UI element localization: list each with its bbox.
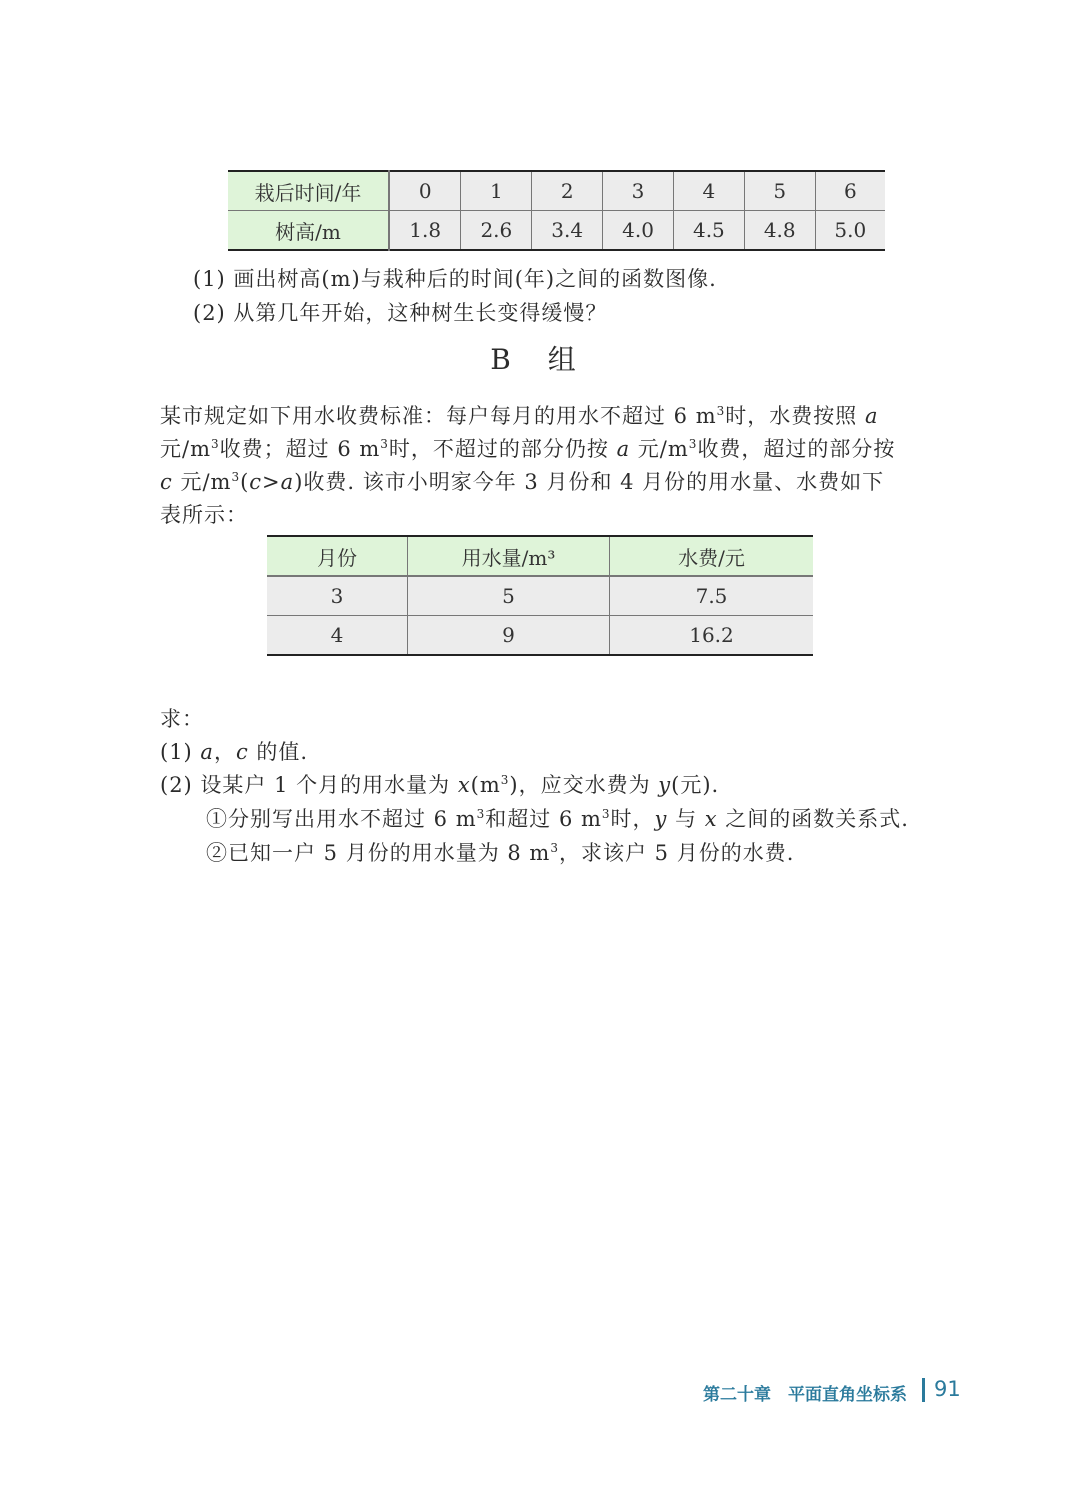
problem-line-1: 某市规定如下用水收费标准：每户每月的用水不超过 6 $m^3$时，水费按照 a <box>160 404 879 428</box>
table-header-cell: 月份 <box>267 536 408 576</box>
table-cell: 1 <box>461 171 532 211</box>
table-cell: 2 <box>532 171 603 211</box>
table-cell: 4.0 <box>603 211 674 251</box>
table-header-cell: 水费/元 <box>610 536 814 576</box>
water-fee-table <box>267 535 813 656</box>
table-cell: 5.0 <box>815 211 885 251</box>
table-cell: 5 <box>408 576 610 616</box>
table-cell: 9 <box>408 616 610 656</box>
problem-line-2: 元$/m^3$收费；超过 6 $m^3$时，不超过的部分仍按 a 元$/m^3$收费，超过的部分按 <box>160 437 896 461</box>
table-cell: 4 <box>673 171 744 211</box>
table-cell: 3 <box>267 576 408 616</box>
question-a1: (1) 画出树高(m)与栽种后的时间(年)之间的函数图像. <box>193 267 717 291</box>
table-row <box>267 616 813 656</box>
table-cell: 0 <box>389 171 461 211</box>
table-header-cell: 树高/m <box>228 211 389 251</box>
table-cell: 16.2 <box>610 616 814 656</box>
table-header-row <box>267 536 813 576</box>
chapter-footer: 第二十章 平面直角坐标系 <box>703 1385 907 1405</box>
problem-line-4: 表所示： <box>160 503 248 527</box>
question-b2: (2) 设某户 1 个月的用水量为 $x(m^3)$，应交水费为 y(元). <box>160 773 720 797</box>
table-cell: 2.6 <box>461 211 532 251</box>
question-a2: (2) 从第几年开始，这种树生长变得缓慢？ <box>193 301 608 325</box>
section-title: B 组 <box>490 343 590 376</box>
table-cell: 4 <box>267 616 408 656</box>
question-b2-sub1: ①分别写出用水不超过 6 $m^3$和超过 6 $m^3$时，y 与 x 之间的函数关系式. <box>206 807 909 831</box>
ask-label: 求： <box>160 707 204 731</box>
page-number: 91 <box>934 1377 961 1401</box>
table-row <box>228 211 885 251</box>
table-cell: 4.5 <box>673 211 744 251</box>
table-header-cell: 栽后时间/年 <box>228 171 389 211</box>
table-cell: 6 <box>815 171 885 211</box>
question-b2-sub2: ②已知一户 5 月份的用水量为 8 $m^3$，求该户 5 月份的水费. <box>206 841 795 865</box>
table-cell: 3 <box>603 171 674 211</box>
table-cell: 5 <box>744 171 815 211</box>
table-cell: 3.4 <box>532 211 603 251</box>
table-header-cell: 用水量/m³ <box>408 536 610 576</box>
table-row <box>228 171 885 211</box>
table-cell: 1.8 <box>389 211 461 251</box>
question-b1: (1) a，c 的值. <box>160 740 309 764</box>
table-cell: 4.8 <box>744 211 815 251</box>
table-cell: 7.5 <box>610 576 814 616</box>
footer-divider <box>922 1378 925 1402</box>
tree-height-table <box>228 170 885 251</box>
problem-line-3: c 元$/m^3(c>a)$收费. 该市小明家今年 3 月份和 4 月份的用水量、水费如下 <box>160 470 885 494</box>
table-row <box>267 576 813 616</box>
